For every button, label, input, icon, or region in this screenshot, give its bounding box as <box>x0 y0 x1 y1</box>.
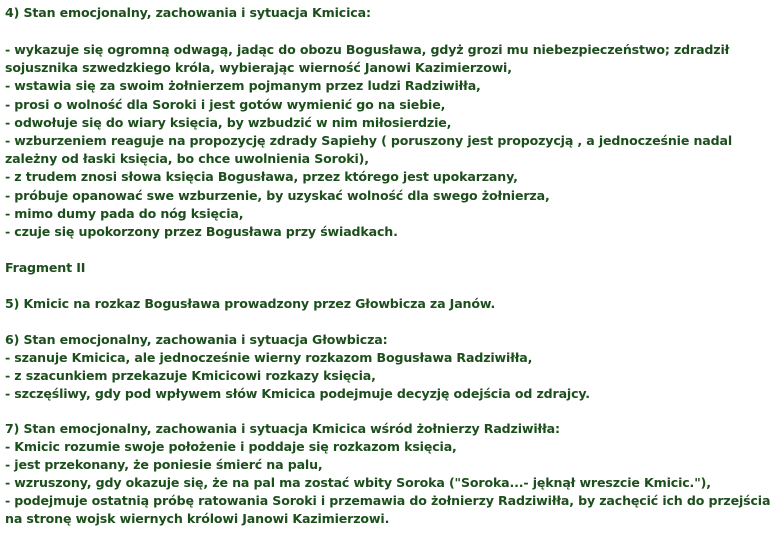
text-line: - odwołuje się do wiary księcia, by wzbudzić w nim miłosierdzie, <box>5 115 452 130</box>
text-line: - szanuje Kmicica, ale jednocześnie wierny rozkazom Bogusława Radziwiłła, <box>5 350 533 365</box>
text-line: 6) Stan emocjonalny, zachowania i sytuacja Głowbicza: <box>5 332 388 347</box>
text-line: - szczęśliwy, gdy pod wpływem słów Kmicica podejmuje decyzję odejścia od zdrajcy. <box>5 386 590 401</box>
text-line: - prosi o wolność dla Soroki i jest gotów wymienić go na siebie, <box>5 97 446 112</box>
text-line: 5) Kmicic na rozkaz Bogusława prowadzony przez Głowbicza za Janów. <box>5 296 496 311</box>
text-line: - jest przekonany, że poniesie śmierć na palu, <box>5 457 323 472</box>
text-line: - Kmicic rozumie swoje położenie i poddaje się rozkazom księcia, <box>5 439 457 454</box>
text-line: - próbuje opanować swe wzburzenie, by uzyskać wolność dla swego żołnierza, <box>5 188 550 203</box>
text-line: - wzburzeniem reaguje na propozycję zdrady Sapiehy ( poruszony jest propozycją , a jednocześnie nadal <box>5 133 733 148</box>
text-line: - z szacunkiem przekazuje Kmicicowi rozkazy księcia, <box>5 368 376 383</box>
text-line: na stronę wojsk wiernych królowi Janowi Kazimierzowi. <box>5 511 390 526</box>
text-line: - mimo dumy pada do nóg księcia, <box>5 206 244 221</box>
text-line: - wstawia się za swoim żołnierzem pojmanym przez ludzi Radziwiłła, <box>5 78 481 93</box>
text-line: - wzruszony, gdy okazuje się, że na pal ma zostać wbity Soroka ("Soroka...- jęknął wreszcie Kmicic."), <box>5 475 711 490</box>
text-line: 4) Stan emocjonalny, zachowania i sytuacja Kmicica: <box>5 5 371 20</box>
text-line: - z trudem znosi słowa księcia Bogusława, przez którego jest upokarzany, <box>5 169 518 184</box>
section-heading: Fragment II <box>5 260 86 275</box>
text-line: 7) Stan emocjonalny, zachowania i sytuacja Kmicica wśród żołnierzy Radziwiłła: <box>5 421 560 436</box>
text-line: - podejmuje ostatnią próbę ratowania Soroki i przemawia do żołnierzy Radziwiłła, by zachęcić ich do przejścia <box>5 493 770 508</box>
text-line: sojusznika szwedzkiego króla, wybierając wierność Janowi Kazimierzowi, <box>5 60 512 75</box>
text-line: - wykazuje się ogromną odwagą, jadąc do obozu Bogusława, gdyż grozi mu niebezpieczeństwo; zdradził <box>5 42 730 57</box>
text-line: zależny od łaski księcia, bo chce uwolnienia Soroki), <box>5 151 369 166</box>
text-line: - czuje się upokorzony przez Bogusława przy świadkach. <box>5 224 398 239</box>
